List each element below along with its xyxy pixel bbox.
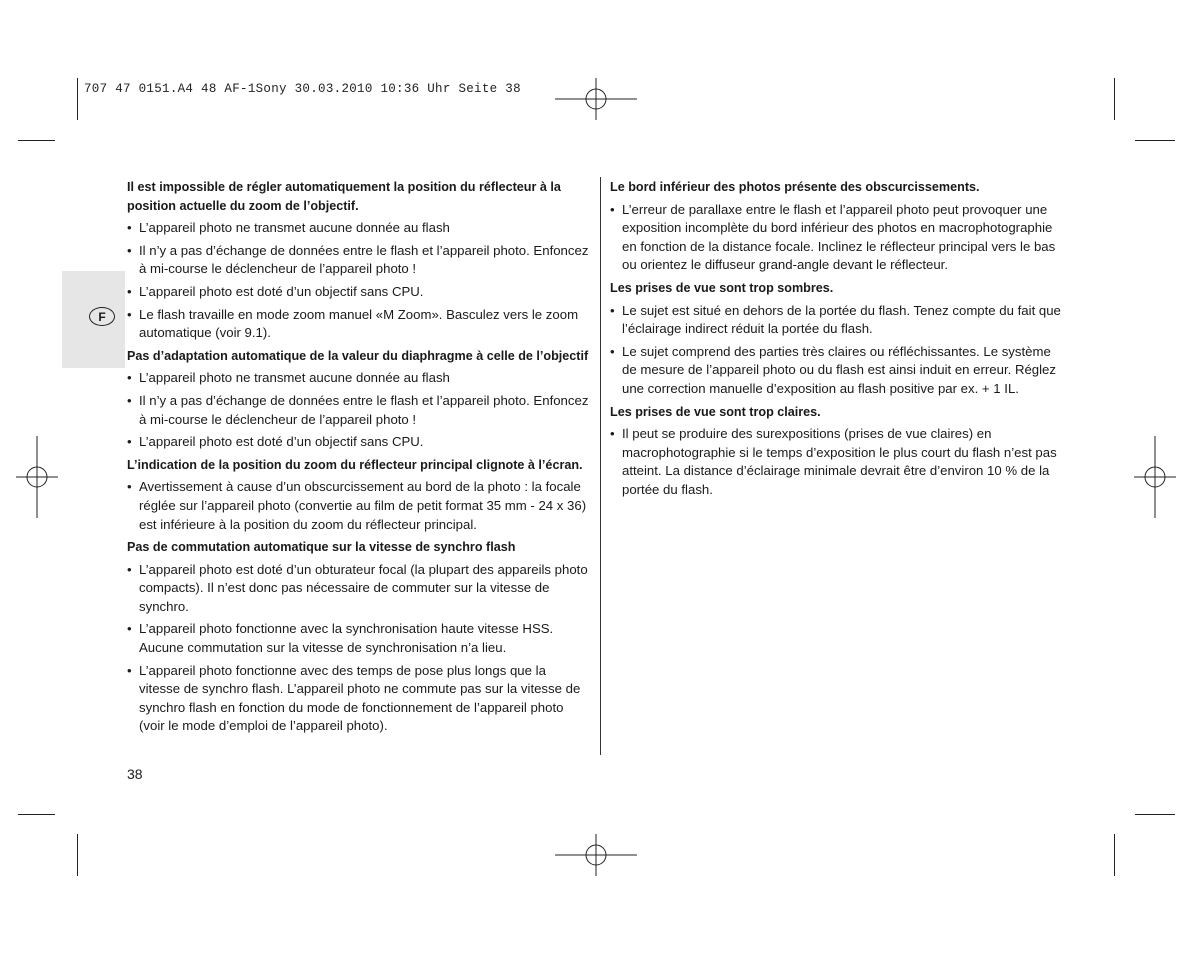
bullet-item: • L’appareil photo est doté d’un objectif sans CPU. [127,283,589,302]
bullet-item: • Le sujet comprend des parties très claires ou réfléchissantes. Le système de mesure de l’appareil photo ou du flash est ainsi induit en erreur. Réglez une correction manuelle d’exposition au flash positive par ex. + 1 IL. [610,343,1068,399]
bullet-item: • Avertissement à cause d’un obscurcissement au bord de la photo : la focale réglée sur l’appareil photo (convertie au film de petit format 35 mm - 24 x 36) est inférieure à la position du zoom du réflecteur principal. [127,478,589,534]
section-heading: Pas d’adaptation automatique de la valeur du diaphragme à celle de l’objectif [127,348,589,363]
bullet-item: • Il n’y a pas d’échange de données entre le flash et l’appareil photo. Enfoncez à mi-course le déclencheur de l’appareil photo ! [127,242,589,279]
language-tab [62,271,125,368]
registration-mark-icon [16,436,58,518]
troubleshooting-section [610,403,1068,500]
section-heading: Les prises de vue sont trop sombres. [610,280,834,295]
print-slug: 707 47 0151.A4 48 AF-1Sony 30.03.2010 10:36 Uhr Seite 38 [84,82,521,96]
troubleshooting-section [127,538,589,736]
troubleshooting-section [610,279,1068,399]
right-column [610,178,1068,504]
bullet-item: • Il peut se produire des surexpositions (prises de vue claires) en macrophotographie si le temps d’exposition le plus court du flash n’est pas atteint. La distance d’éclairage minimale devrait être d’environ 10 % de la portée du flash. [610,425,1068,499]
bullet-list [127,219,589,343]
language-tab-letter: F [89,307,115,326]
bullet-list [610,302,1068,399]
troubleshooting-section [610,178,1068,275]
troubleshooting-section [127,347,589,452]
section-heading: L’indication de la position du zoom du réflecteur principal clignote à l’écran. [127,457,583,472]
section-heading: Les prises de vue sont trop claires. [610,404,821,419]
bullet-item: • L’appareil photo fonctionne avec des temps de pose plus longs que la vitesse de synchro flash. L’appareil photo ne commute pas sur la vitesse de synchro flash en fonction du mode de fonctionnement de l’appareil photo (voir le mode d’emploi de l’appareil photo). [127,662,589,736]
page-number: 38 [127,766,143,782]
crop-mark [1114,834,1115,876]
bullet-list [610,425,1068,499]
bullet-item: • L’appareil photo ne transmet aucune donnée au flash [127,369,589,388]
bullet-item: • Le sujet est situé en dehors de la portée du flash. Tenez compte du fait que l’éclairage indirect réduit la portée du flash. [610,302,1068,339]
section-heading: Pas de commutation automatique sur la vitesse de synchro flash [127,540,516,555]
crop-mark [18,140,55,141]
bullet-item: • L’erreur de parallaxe entre le flash et l’appareil photo peut provoquer une exposition incomplète du bord inférieur des photos en macrophotographie en fonction de la distance focale. Inclinez le réflecteur principal vers le bas ou orientez le diffuseur grand-angle devant le réflecteur. [610,201,1068,275]
troubleshooting-section [127,456,589,534]
crop-mark [1114,78,1115,120]
registration-mark-icon [555,834,637,876]
bullet-list [127,561,589,736]
bullet-item: • L’appareil photo ne transmet aucune donnée au flash [127,219,589,238]
bullet-item: • L’appareil photo est doté d’un obturateur focal (la plupart des appareils photo compacts). Il n’est donc pas nécessaire de commuter sur la vitesse de synchro. [127,561,589,617]
registration-mark-icon [555,78,637,120]
bullet-item: • Le flash travaille en mode zoom manuel «M Zoom». Basculez vers le zoom automatique (voir 9.1). [127,306,589,343]
troubleshooting-section [127,178,589,343]
left-column [127,178,589,740]
crop-mark [77,834,78,876]
bullet-list [127,369,589,451]
bullet-item: • L’appareil photo est doté d’un objectif sans CPU. [127,433,589,452]
crop-mark [1135,814,1175,815]
crop-mark [1135,140,1175,141]
crop-mark [77,78,78,120]
registration-mark-icon [1134,436,1176,518]
bullet-item: • L’appareil photo fonctionne avec la synchronisation haute vitesse HSS. Aucune commutation sur la vitesse de synchronisation n’a lieu. [127,620,589,657]
section-heading: Il est impossible de régler automatiquement la position du réflecteur à la position actuelle du zoom de l’objectif. [127,180,561,213]
crop-mark [18,814,55,815]
column-divider [600,177,601,755]
bullet-list [127,478,589,534]
section-heading: Le bord inférieur des photos présente des obscurcissements. [610,180,980,194]
bullet-item: • Il n’y a pas d’échange de données entre le flash et l’appareil photo. Enfoncez à mi-course le déclencheur de l’appareil photo ! [127,392,589,429]
bullet-list [610,201,1068,275]
